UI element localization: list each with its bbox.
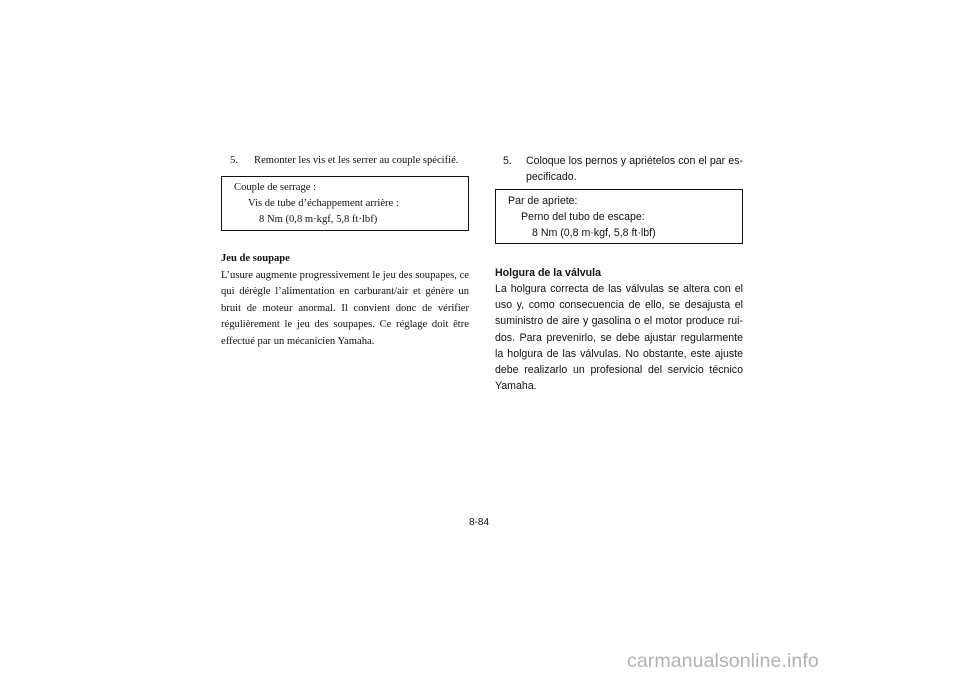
spanish-spec-title: Par de apriete: — [508, 195, 578, 207]
french-spec-box — [221, 176, 469, 231]
french-spec-title: Couple de serrage : — [234, 182, 317, 193]
page-number: 8-84 — [469, 517, 490, 528]
spanish-spec-value: 8 Nm (0,8 m·kgf, 5,8 ft·lbf) — [532, 227, 656, 239]
french-spec-item: Vis de tube d’échappement arrière : — [248, 198, 399, 209]
spanish-paragraph: La holgura correcta de las válvulas se altera con el uso y, como consecuencia de ello, se desajusta el suministro de aire y gasolina o el motor produce rui-dos. Para prevenirlo, se debe ajustar regularmente la holgura de las válvulas. No obstante, este ajuste debe realizarlo un profesional del servicio técnico Yamaha. — [495, 283, 743, 393]
spanish-step-5 — [503, 153, 743, 185]
spanish-spec-box — [495, 189, 743, 244]
spanish-step-text: Coloque los pernos y apriételos con el par es-pecificado. — [526, 155, 743, 184]
french-step-text: Remonter les vis et les serrer au couple spécifié. — [254, 155, 459, 166]
french-spec-value: 8 Nm (0,8 m·kgf, 5,8 ft·lbf) — [259, 214, 378, 225]
french-step-5 — [230, 153, 458, 169]
french-section-heading: Jeu de soupape — [221, 253, 290, 264]
spanish-step-number: 5. — [503, 155, 512, 167]
spanish-section-heading: Holgura de la válvula — [495, 267, 601, 279]
french-step-number: 5. — [230, 155, 238, 166]
french-paragraph: L’usure augmente progressivement le jeu des soupapes, ce qui dérègle l’alimentation en carburant/air et génère un bruit de moteur anormal. Il convient donc de vérifier régulièrement le jeu des soupapes. Ce réglage doit être effectué par un mécanicien Yamaha. — [221, 270, 469, 347]
footer-watermark: carmanualsonline.info — [627, 650, 819, 672]
spanish-spec-item: Perno del tubo de escape: — [521, 211, 645, 223]
